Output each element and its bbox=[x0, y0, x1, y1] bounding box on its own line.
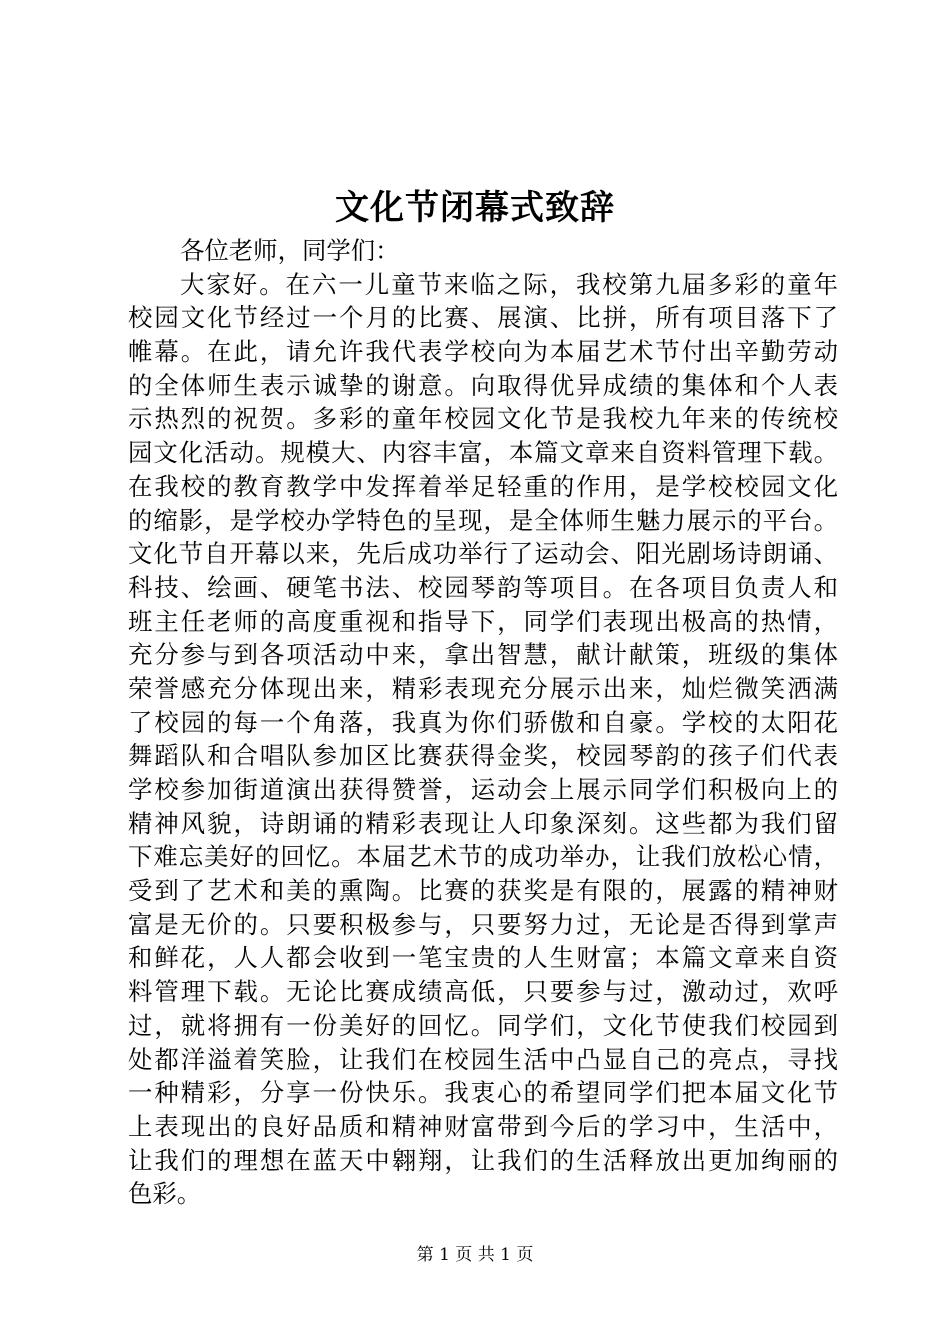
body-line: 色彩。 bbox=[128, 1179, 202, 1209]
page-title: 文化节闭幕式致辞 bbox=[335, 188, 615, 228]
body-line: 舞蹈队和合唱队参加区比赛获得金奖，校园琴韵的孩子们代表 bbox=[128, 741, 838, 771]
body-line: 文化节自开幕以来，先后成功举行了运动会、阳光剧场诗朗诵、 bbox=[128, 539, 838, 569]
body-line: 让我们的理想在蓝天中翱翔，让我们的生活释放出更加绚丽的 bbox=[128, 1145, 838, 1175]
body-line: 科技、绘画、硬笔书法、校园琴韵等项目。在各项目负责人和 bbox=[128, 572, 838, 602]
greeting-line: 各位老师，同学们： bbox=[180, 236, 400, 265]
body-line: 帷幕。在此，请允许我代表学校向为本届艺术节付出辛勤劳动 bbox=[128, 337, 838, 367]
body-line: 受到了艺术和美的熏陶。比赛的获奖是有限的，展露的精神财 bbox=[128, 876, 838, 906]
body-line: 上表现出的良好品质和精神财富带到今后的学习中，生活中， bbox=[128, 1111, 838, 1141]
body-line: 一种精彩，分享一份快乐。我衷心的希望同学们把本届文化节 bbox=[128, 1078, 838, 1108]
body-line: 的缩影，是学校办学特色的呈现，是全体师生魅力展示的平台。 bbox=[128, 505, 838, 535]
document-body bbox=[128, 234, 838, 1211]
body-line: 和鲜花，人人都会收到一笔宝贵的人生财富；本篇文章来自资 bbox=[128, 943, 838, 973]
body-line: 过，就将拥有一份美好的回忆。同学们，文化节使我们校园到 bbox=[128, 1010, 838, 1040]
body-line: 了校园的每一个角落，我真为你们骄傲和自豪。学校的太阳花 bbox=[128, 707, 838, 737]
body-line: 的全体师生表示诚挚的谢意。向取得优异成绩的集体和个人表 bbox=[128, 370, 838, 400]
body-line: 荣誉感充分体现出来，精彩表现充分展示出来，灿烂微笑洒满 bbox=[128, 673, 838, 703]
body-line: 校园文化节经过一个月的比赛、展演、比拼，所有项目落下了 bbox=[128, 303, 838, 333]
body-line: 充分参与到各项活动中来，拿出智慧，献计献策，班级的集体 bbox=[128, 640, 838, 670]
body-line: 富是无价的。只要积极参与，只要努力过，无论是否得到掌声 bbox=[128, 909, 838, 939]
body-line: 下难忘美好的回忆。本届艺术节的成功举办，让我们放松心情， bbox=[128, 842, 838, 872]
body-line: 班主任老师的高度重视和指导下，同学们表现出极高的热情， bbox=[128, 606, 838, 636]
body-line: 在我校的教育教学中发挥着举足轻重的作用，是学校校园文化 bbox=[128, 471, 838, 501]
page-footer: 第 1 页 共 1 页 bbox=[416, 1245, 534, 1265]
body-line: 处都洋溢着笑脸，让我们在校园生活中凸显自己的亮点，寻找 bbox=[128, 1044, 838, 1074]
body-line: 学校参加街道演出获得赞誉，运动会上展示同学们积极向上的 bbox=[128, 775, 838, 804]
body-line: 料管理下载。无论比赛成绩高低，只要参与过，激动过，欢呼 bbox=[128, 977, 838, 1007]
body-line: 园文化活动。规模大、内容丰富，本篇文章来自资料管理下载。 bbox=[128, 438, 838, 468]
body-line: 精神风貌，诗朗诵的精彩表现让人印象深刻。这些都为我们留 bbox=[128, 808, 838, 838]
body-line: 示热烈的祝贺。多彩的童年校园文化节是我校九年来的传统校 bbox=[128, 404, 838, 434]
body-line: 大家好。在六一儿童节来临之际，我校第九届多彩的童年 bbox=[180, 269, 838, 299]
